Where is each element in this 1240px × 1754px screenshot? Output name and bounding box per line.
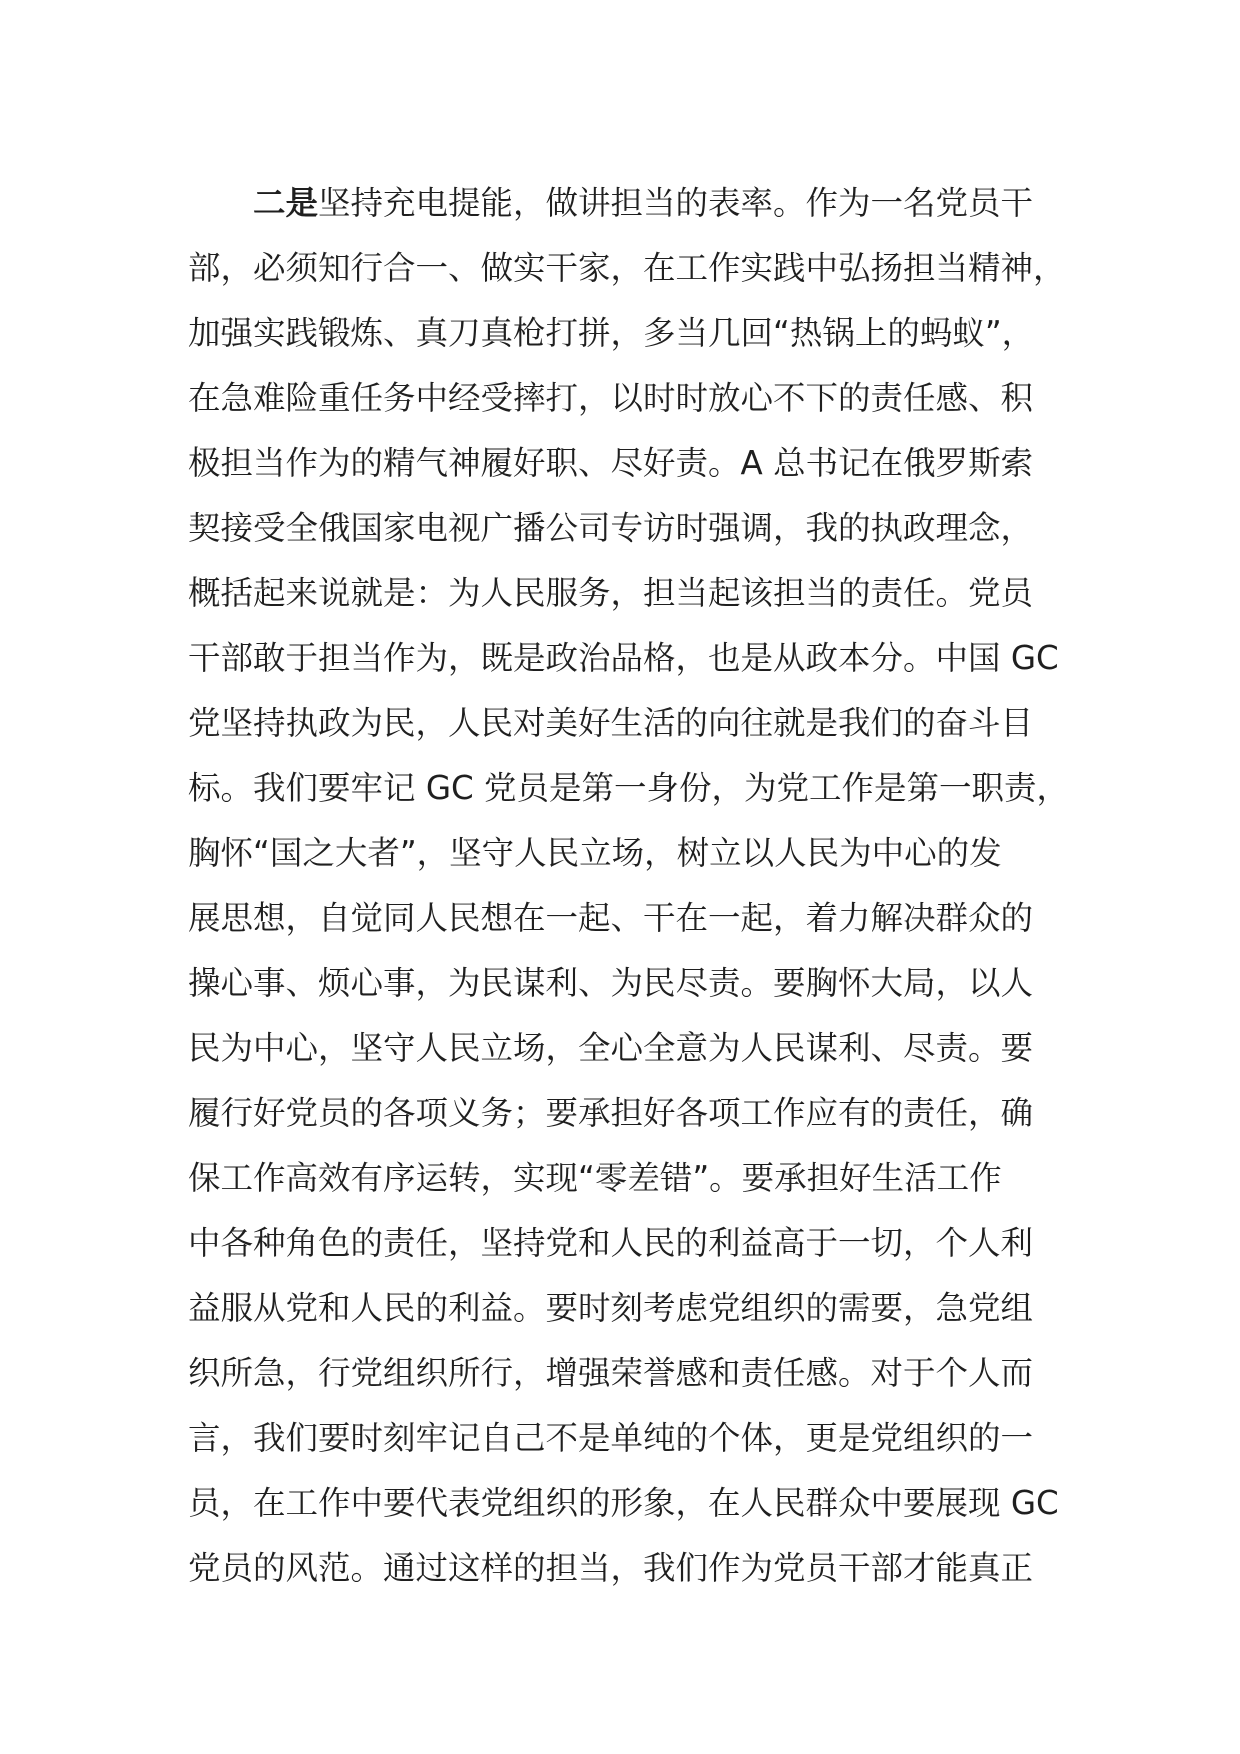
paragraph-line-16: 保工作高效有序运转，实现“零差错”。要承担好生活工作 xyxy=(188,1159,1002,1197)
paragraph-line-9: 党坚持执政为民，人民对美好生活的向往就是我们的奋斗目 xyxy=(188,704,1034,742)
paragraph-line-10: 标。我们要牢记 GC 党员是第一身份，为党工作是第一职责， xyxy=(188,769,1070,807)
paragraph-line-17: 中各种角色的责任，坚持党和人民的利益高于一切，个人利 xyxy=(188,1224,1034,1262)
paragraph-line-1 xyxy=(188,171,1058,236)
paragraph-line-14: 民为中心，坚守人民立场，全心全意为人民谋利、尽责。要 xyxy=(188,1029,1034,1067)
paragraph-lead: 二是 xyxy=(253,184,319,222)
paragraph-line-3: 加强实践锻炼、真刀真枪打拼，多当几回“热锅上的蚂蚁”， xyxy=(188,314,1035,352)
paragraph-line-4: 在急难险重任务中经受摔打，以时时放心不下的责任感、积 xyxy=(188,379,1034,417)
paragraph-line-5: 极担当作为的精气神履好职、尽好责。A 总书记在俄罗斯索 xyxy=(188,444,1034,482)
paragraph-line-22: 党员的风范。通过这样的担当，我们作为党员干部才能真正 xyxy=(188,1549,1034,1587)
paragraph-line-12: 展思想，自觉同人民想在一起、干在一起，着力解决群众的 xyxy=(188,899,1034,937)
paragraph-line-19: 织所急，行党组织所行，增强荣誉感和责任感。对于个人而 xyxy=(188,1354,1034,1392)
paragraph-line-11: 胸怀“国之大者”，坚守人民立场，树立以人民为中心的发 xyxy=(188,834,1002,872)
line-text: 坚持充电提能，做讲担当的表率。作为一名党员干 xyxy=(318,184,1034,222)
paragraph-line-15: 履行好党员的各项义务；要承担好各项工作应有的责任，确 xyxy=(188,1094,1034,1132)
paragraph-line-2: 部，必须知行合一、做实干家，在工作实践中弘扬担当精神， xyxy=(188,249,1066,287)
paragraph-line-18: 益服从党和人民的利益。要时刻考虑党组织的需要，急党组 xyxy=(188,1289,1034,1327)
paragraph-line-13: 操心事、烦心事，为民谋利、为民尽责。要胸怀大局，以人 xyxy=(188,964,1034,1002)
paragraph-line-7: 概括起来说就是：为人民服务，担当起该担当的责任。党员 xyxy=(188,574,1034,612)
body-paragraph xyxy=(188,171,1070,1601)
paragraph-line-21: 员，在工作中要代表党组织的形象，在人民群众中要展现 GC xyxy=(188,1484,1059,1522)
paragraph-line-6: 契接受全俄国家电视广播公司专访时强调，我的执政理念， xyxy=(188,509,1034,547)
paragraph-line-20: 言，我们要时刻牢记自己不是单纯的个体，更是党组织的一 xyxy=(188,1419,1034,1457)
paragraph-line-8: 干部敢于担当作为，既是政治品格，也是从政本分。中国 GC xyxy=(188,639,1059,677)
